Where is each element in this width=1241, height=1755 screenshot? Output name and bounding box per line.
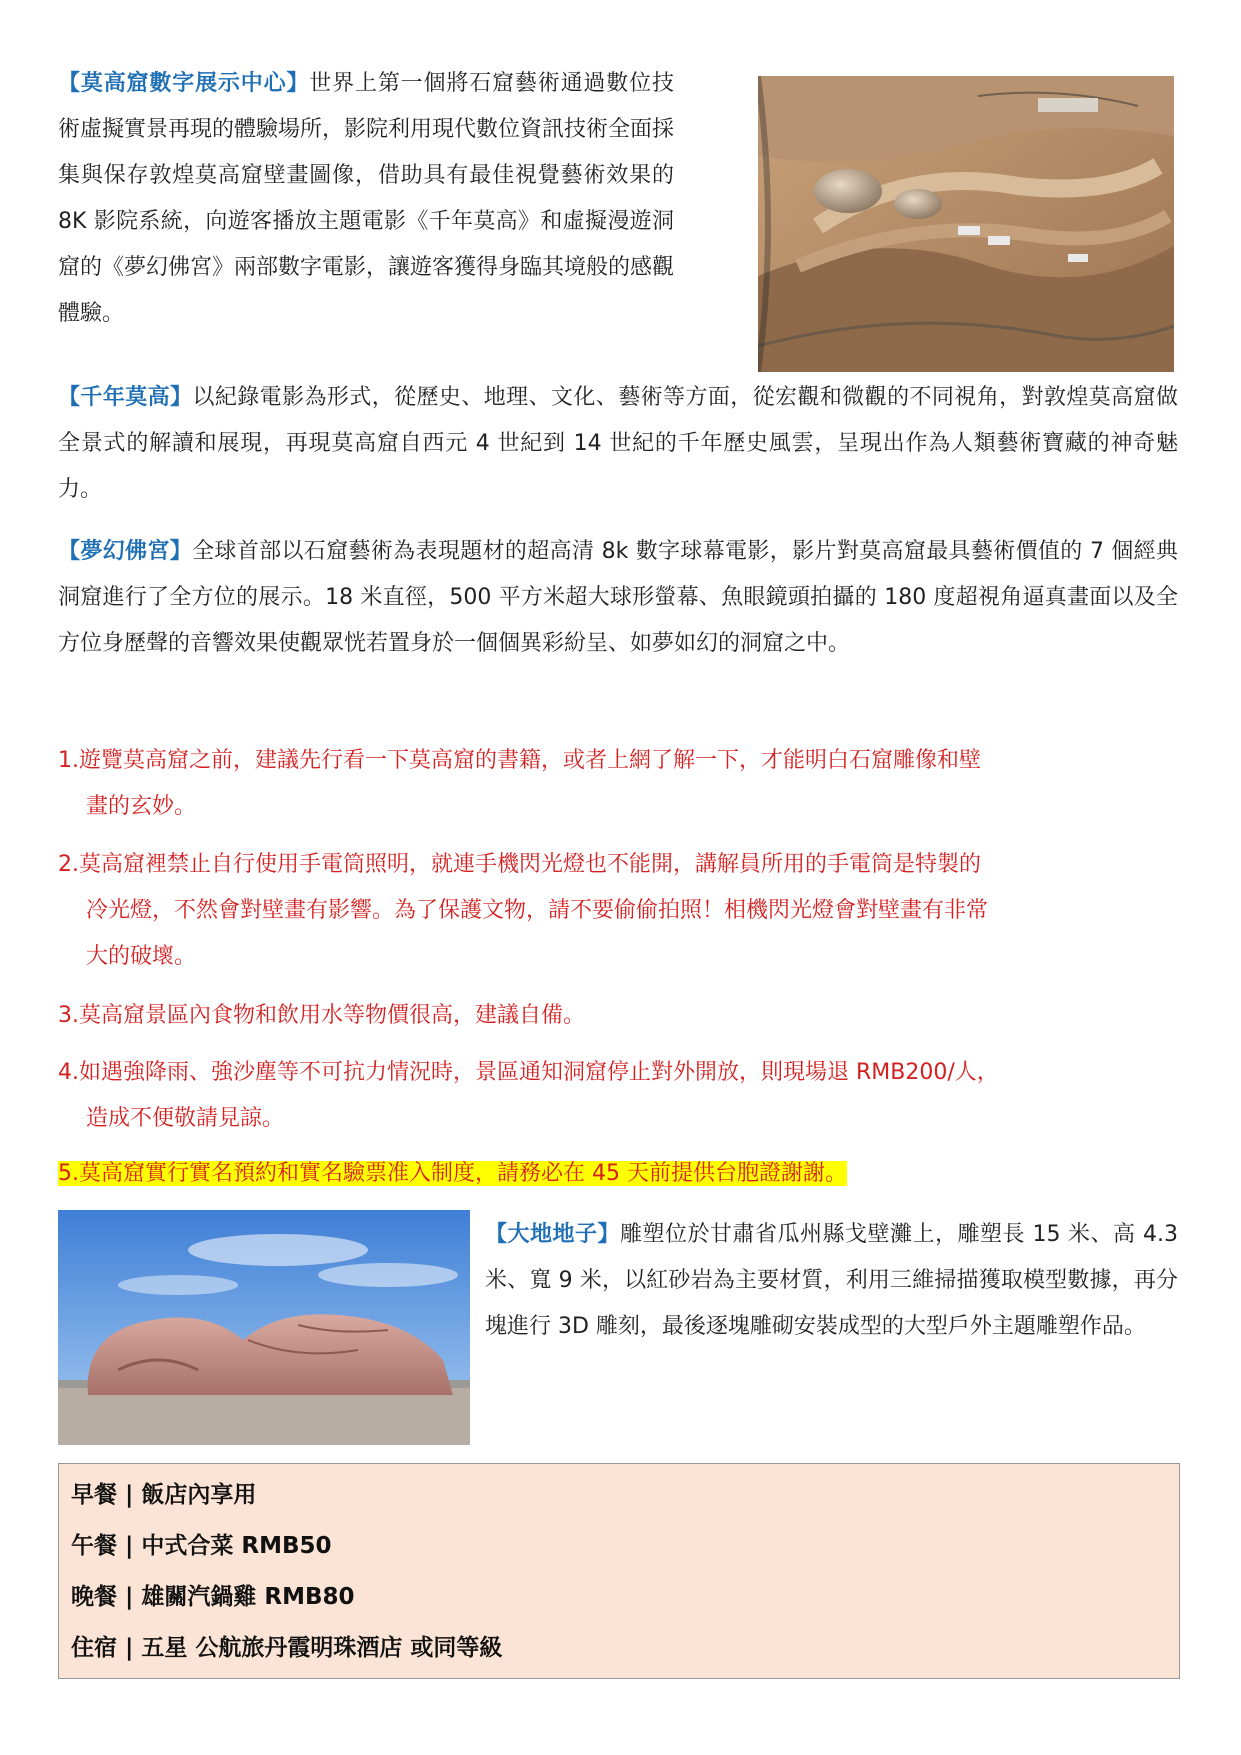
note-4 bbox=[58, 1050, 1178, 1142]
note-3 bbox=[58, 993, 1178, 1039]
note-2 bbox=[58, 842, 1178, 980]
menghuan-paragraph bbox=[58, 529, 1178, 667]
note-3-line1: 3.莫高窟景區內食物和飲用水等物價很高，建議自備。 bbox=[58, 1003, 585, 1028]
info-row-lunch bbox=[71, 1521, 1167, 1572]
info-row-hotel bbox=[71, 1623, 1167, 1674]
digital-center-text: 世界上第一個將石窟藝術通過數位技術虛擬實景再現的體驗場所，影院利用現代數位資訊技術全面採集與保存敦煌莫高窟壁畫圖像，借助具有最佳視覺藝術效果的 8K 影院系統，向遊客播放主題電影《千年莫高》和虛擬漫遊洞窟的《夢幻佛宮》兩部數字電影，讓遊客獲得身臨其境般的感觀體驗。 bbox=[58, 71, 675, 326]
info-value: 雄關汽鍋雞 RMB80 bbox=[141, 1584, 355, 1610]
info-separator: | bbox=[125, 1584, 134, 1610]
digital-center-heading: 【莫高窟數字展示中心】 bbox=[58, 71, 310, 96]
menghuan-heading: 【夢幻佛宮】 bbox=[58, 539, 193, 564]
info-value: 飯店內享用 bbox=[141, 1482, 257, 1508]
info-separator: | bbox=[125, 1533, 134, 1559]
info-label: 住宿 bbox=[71, 1635, 117, 1661]
digital-center-paragraph bbox=[58, 61, 674, 337]
info-label: 早餐 bbox=[71, 1482, 117, 1508]
dadi-text: 雕塑位於甘肅省瓜州縣戈壁灘上，雕塑長 15 米、高 4.3 米、寬 9 米，以紅砂岩為主要材質，利用三維掃描獲取模型數據，再分塊進行 3D 雕刻，最後逐塊雕砌安裝成型的大型戶外主題雕塑作品。 bbox=[485, 1222, 1178, 1339]
info-value: 五星 公航旅丹霞明珠酒店 或同等級 bbox=[141, 1635, 503, 1661]
qiannian-paragraph bbox=[58, 375, 1178, 513]
note-1-line2: 畫的玄妙。 bbox=[86, 794, 197, 819]
menghuan-text: 全球首部以石窟藝術為表現題材的超高清 8k 數字球幕電影，影片對莫高窟最具藝術價值的 7 個經典洞窟進行了全方位的展示。18 米直徑，500 平方米超大球形螢幕、魚眼鏡頭拍攝的 180 度超視角逼真畫面以及全方位身歷聲的音響效果使觀眾恍若置身於一個個異彩紛呈、如夢如幻的洞窟之中。 bbox=[58, 539, 1178, 656]
info-label: 晚餐 bbox=[71, 1584, 117, 1610]
qiannian-text: 以紀錄電影為形式，從歷史、地理、文化、藝術等方面，從宏觀和微觀的不同視角，對敦煌莫高窟做全景式的解讀和展現，再現莫高窟自西元 4 世紀到 14 世紀的千年歷史風雲，呈現出作為人類藝術寶藏的神奇魅力。 bbox=[58, 385, 1178, 502]
dadi-sculpture-photo bbox=[58, 1210, 470, 1445]
dadi-heading: 【大地地子】 bbox=[485, 1222, 621, 1247]
note-5 bbox=[58, 1151, 1178, 1197]
note-5-line1: 5.莫高窟實行實名預約和實名驗票准入制度，請務必在 45 天前提供台胞證謝謝。 bbox=[58, 1161, 847, 1186]
info-row-breakfast bbox=[71, 1470, 1167, 1521]
note-1-line1: 1.遊覽莫高窟之前，建議先行看一下莫高窟的書籍，或者上網了解一下，才能明白石窟雕像和壁 bbox=[58, 748, 981, 773]
info-separator: | bbox=[125, 1635, 134, 1661]
note-2-line1: 2.莫高窟裡禁止自行使用手電筒照明，就連手機閃光燈也不能開，講解員所用的手電筒是特製的 bbox=[58, 852, 981, 877]
info-label: 午餐 bbox=[71, 1533, 117, 1559]
dadi-paragraph bbox=[485, 1212, 1178, 1350]
meal-accommodation-box bbox=[58, 1463, 1180, 1679]
info-value: 中式合菜 RMB50 bbox=[141, 1533, 332, 1559]
info-row-dinner bbox=[71, 1572, 1167, 1623]
note-2-line2: 冷光燈，不然會對壁畫有影響。為了保護文物，請不要偷偷拍照！相機閃光燈會對壁畫有非常 bbox=[86, 898, 989, 923]
qiannian-heading: 【千年莫高】 bbox=[58, 385, 193, 410]
digital-center-aerial-photo bbox=[758, 76, 1174, 372]
info-separator: | bbox=[125, 1482, 134, 1508]
note-2-line3: 大的破壞。 bbox=[86, 944, 197, 969]
note-1 bbox=[58, 738, 1178, 830]
note-4-line2: 造成不便敬請見諒。 bbox=[86, 1106, 285, 1131]
note-4-line1: 4.如遇強降雨、強沙塵等不可抗力情況時，景區通知洞窟停止對外開放，則現場退 RMB200/人， bbox=[58, 1060, 999, 1085]
